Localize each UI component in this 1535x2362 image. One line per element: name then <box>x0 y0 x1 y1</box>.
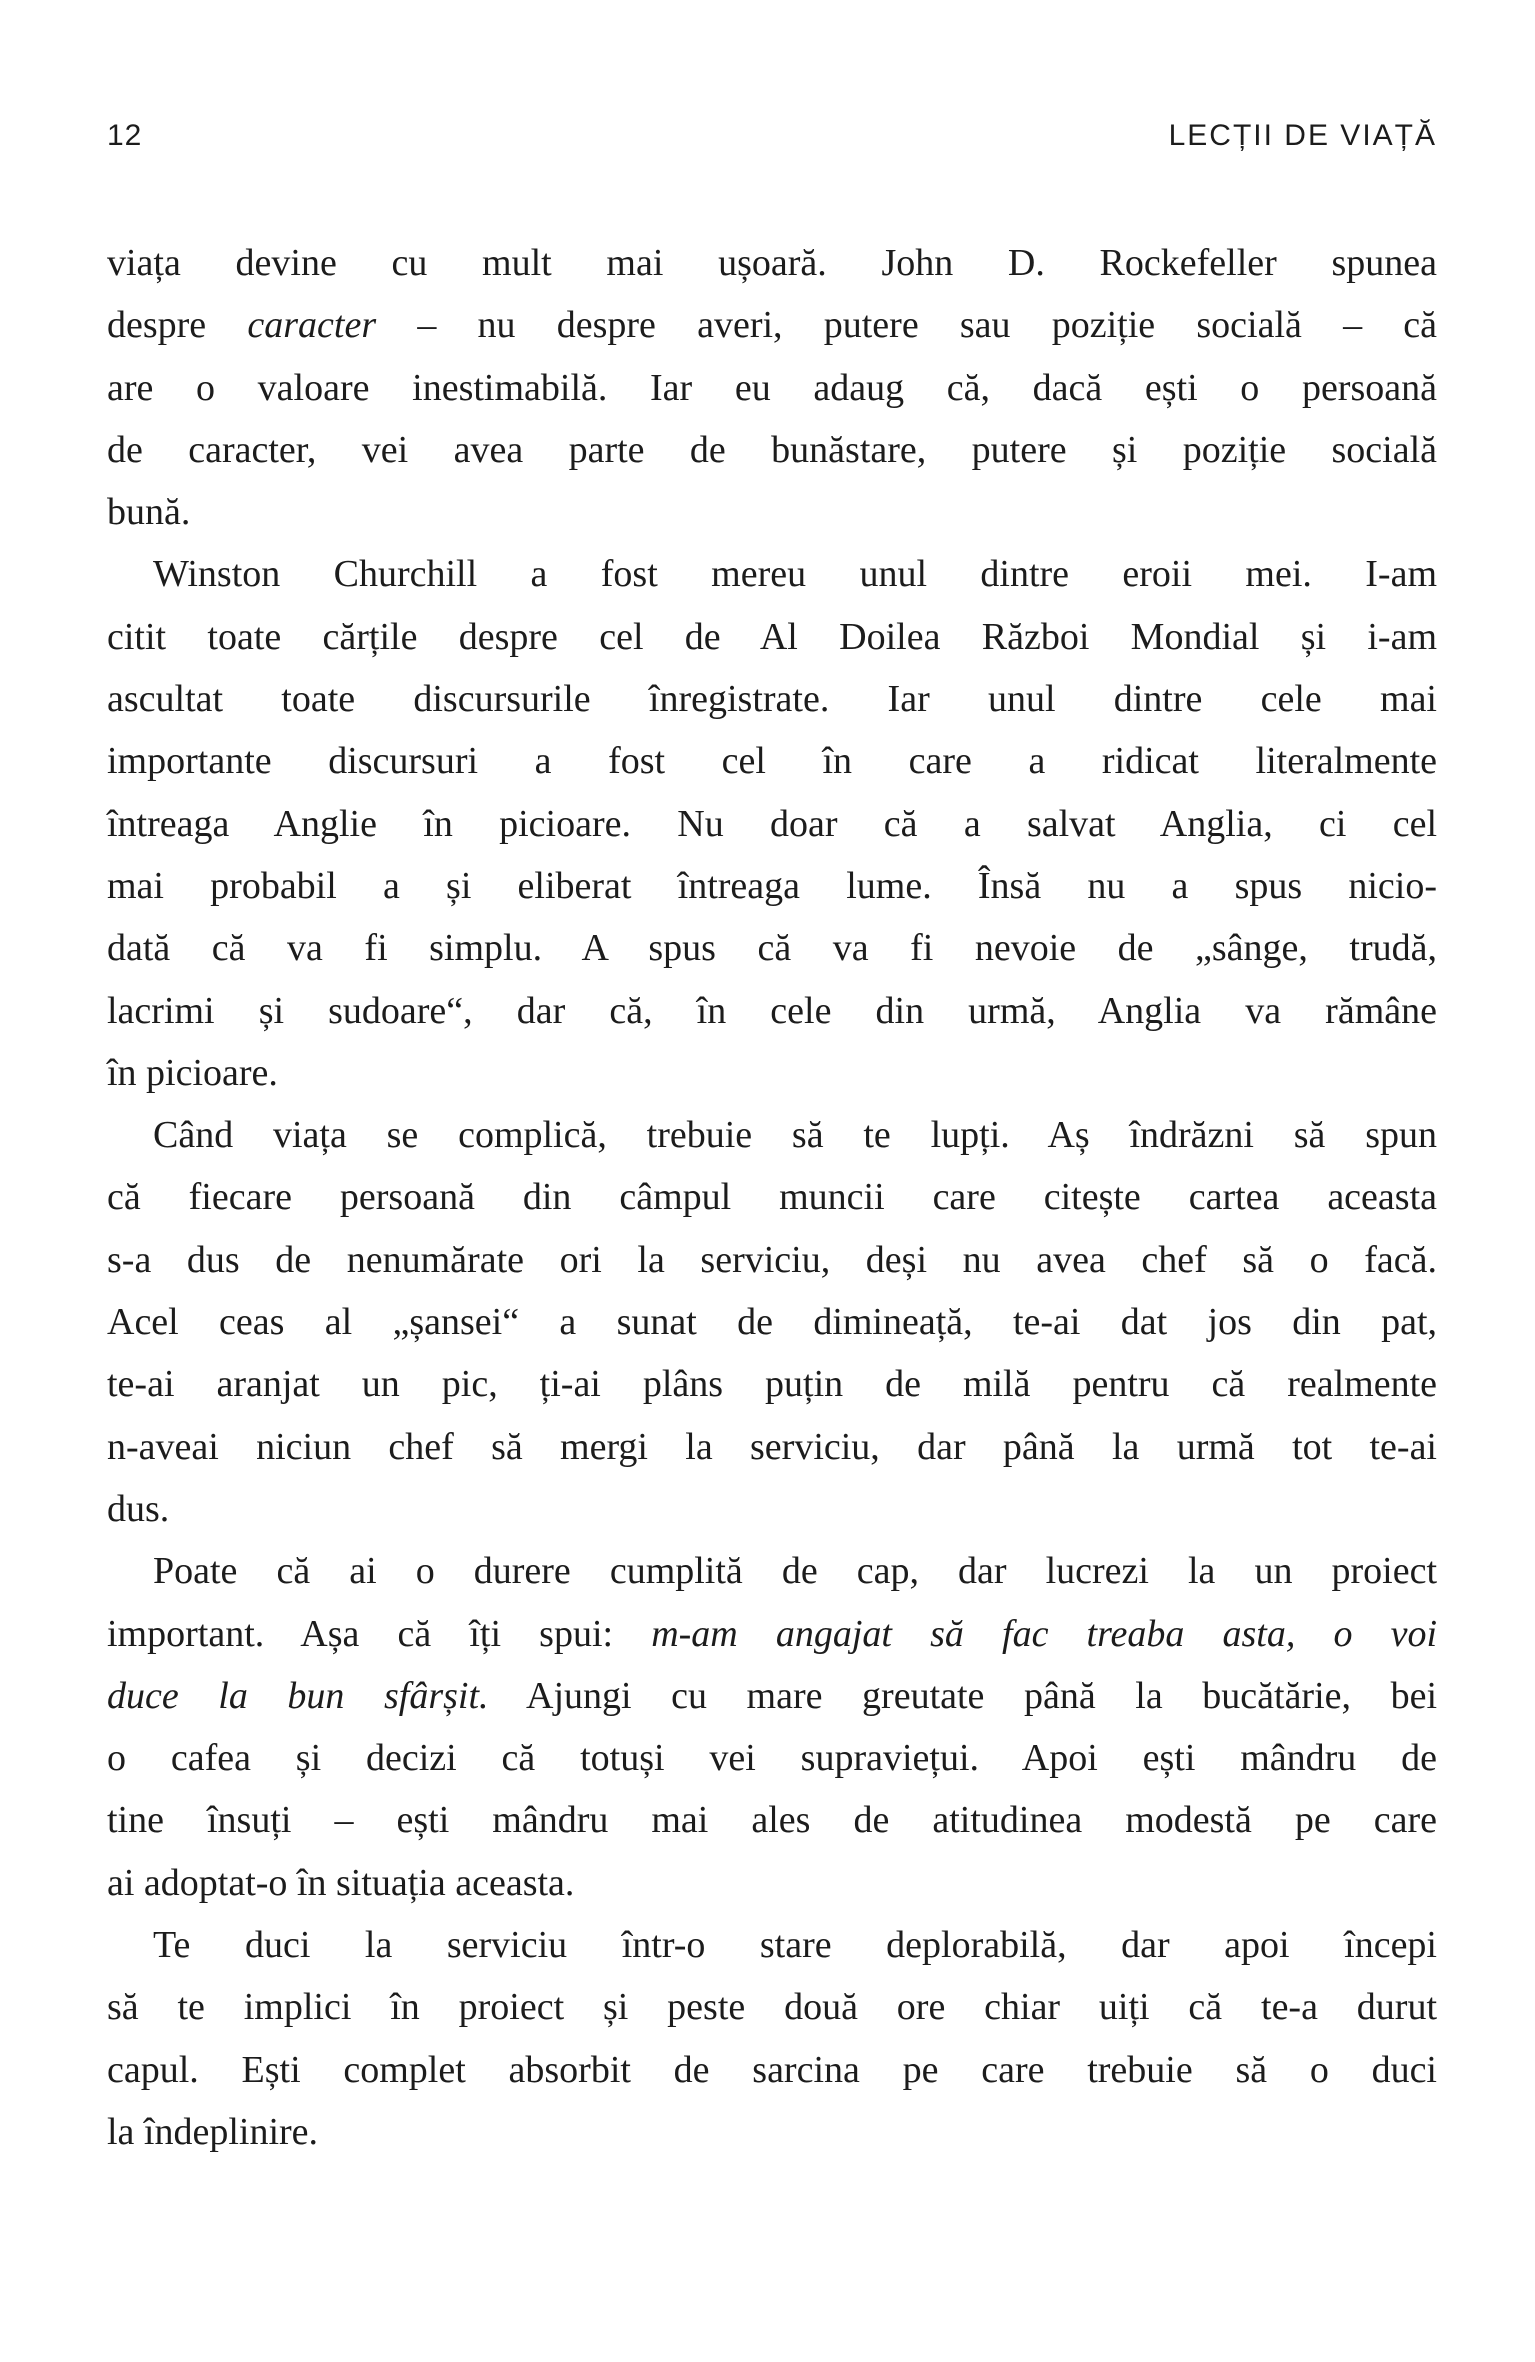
text-segment: ai adoptat-o în situația aceasta. <box>107 1861 575 1904</box>
text-segment: bună. <box>107 491 191 534</box>
text-line <box>107 1416 1437 1478</box>
text-segment: să te implici în proiect și peste două ore chiar uiți că te-a durut <box>107 1986 1437 2029</box>
text-segment: s-a dus de nenumărate ori la serviciu, deși nu avea chef să o facă. <box>107 1238 1437 1281</box>
text-line <box>107 294 1437 356</box>
text-line <box>107 1353 1437 1415</box>
text-segment: despre <box>107 304 248 347</box>
paragraph <box>107 1540 1437 1914</box>
text-line <box>107 543 1437 605</box>
text-line <box>107 1291 1437 1353</box>
italic-text-segment: m-am angajat să fac treaba asta, o voi <box>651 1612 1437 1655</box>
text-line <box>107 606 1437 668</box>
text-line <box>107 1976 1437 2038</box>
text-line <box>107 793 1437 855</box>
paragraph <box>107 543 1437 1104</box>
text-segment: mai probabil a și eliberat întreaga lume. Însă nu a spus nicio- <box>107 864 1437 907</box>
text-segment: Acel ceas al „șansei“ a sunat de dimineață, te-ai dat jos din pat, <box>107 1301 1437 1344</box>
text-segment: lacrimi și sudoare“, dar că, în cele din urmă, Anglia va rămâne <box>107 989 1437 1032</box>
text-line <box>107 980 1437 1042</box>
text-segment: tine însuți – ești mândru mai ales de atitudinea modestă pe care <box>107 1799 1437 1842</box>
text-line <box>107 668 1437 730</box>
text-segment: Te duci la serviciu într-o stare deplorabilă, dar apoi începi <box>153 1924 1437 1967</box>
text-segment: o cafea și decizi că totuși vei supraviețui. Apoi ești mândru de <box>107 1737 1437 1780</box>
text-line <box>107 1540 1437 1602</box>
text-segment: în picioare. <box>107 1051 278 1094</box>
text-line <box>107 1104 1437 1166</box>
page-number: 12 <box>107 119 143 152</box>
text-segment: Poate că ai o durere cumplită de cap, dar lucrezi la un proiect <box>153 1550 1437 1593</box>
text-line <box>107 855 1437 917</box>
text-segment: n-aveai niciun chef să mergi la serviciu, dar până la urmă tot te-ai <box>107 1425 1437 1468</box>
italic-text-segment: duce la bun sfârșit. <box>107 1674 489 1717</box>
running-header <box>107 120 1437 152</box>
text-line <box>107 1665 1437 1727</box>
text-segment: citit toate cărțile despre cel de Al Doilea Război Mondial și i-am <box>107 615 1437 658</box>
text-segment: Când viața se complică, trebuie să te lupți. Aș îndrăzni să spun <box>153 1114 1437 1157</box>
paragraph <box>107 1914 1437 2163</box>
text-line <box>107 1166 1437 1228</box>
text-line <box>107 2101 1437 2163</box>
text-line <box>107 1852 1437 1914</box>
text-line <box>107 1042 1437 1104</box>
text-segment: că fiecare persoană din câmpul muncii care citește cartea aceasta <box>107 1176 1437 1219</box>
paragraph <box>107 1104 1437 1540</box>
text-segment: capul. Ești complet absorbit de sarcina pe care trebuie să o duci <box>107 2048 1437 2091</box>
text-segment: Ajungi cu mare greutate până la bucătărie, bei <box>488 1674 1437 1717</box>
text-line <box>107 232 1437 294</box>
body-text <box>107 232 1437 2163</box>
text-segment: de caracter, vei avea parte de bunăstare, putere și poziție socială <box>107 428 1437 471</box>
text-line <box>107 1727 1437 1789</box>
paragraph <box>107 232 1437 543</box>
text-line <box>107 2039 1437 2101</box>
italic-text-segment: caracter <box>247 304 377 347</box>
text-line <box>107 730 1437 792</box>
text-segment: dus. <box>107 1487 170 1530</box>
running-title: LECȚII DE VIAȚĂ <box>1168 119 1437 152</box>
text-segment: Winston Churchill a fost mereu unul dintre eroii mei. I-am <box>153 553 1437 596</box>
text-line <box>107 419 1437 481</box>
text-line <box>107 917 1437 979</box>
text-line <box>107 1478 1437 1540</box>
text-segment: importante discursuri a fost cel în care a ridicat literalmente <box>107 740 1437 783</box>
text-segment: te-ai aranjat un pic, ți-ai plâns puțin de milă pentru că realmente <box>107 1363 1437 1406</box>
text-segment: ascultat toate discursurile înregistrate. Iar unul dintre cele mai <box>107 678 1437 721</box>
text-line <box>107 1229 1437 1291</box>
text-segment: întreaga Anglie în picioare. Nu doar că a salvat Anglia, ci cel <box>107 802 1437 845</box>
text-segment: important. Așa că îți spui: <box>107 1612 652 1655</box>
text-segment: – nu despre averi, putere sau poziție socială – că <box>376 304 1437 347</box>
text-line <box>107 1603 1437 1665</box>
text-segment: la îndeplinire. <box>107 2110 319 2153</box>
text-segment: dată că va fi simplu. A spus că va fi nevoie de „sânge, trudă, <box>107 927 1437 970</box>
text-line <box>107 1789 1437 1851</box>
text-segment: are o valoare inestimabilă. Iar eu adaug că, dacă ești o persoană <box>107 366 1437 409</box>
text-segment: viața devine cu mult mai ușoară. John D. Rockefeller spunea <box>107 242 1437 284</box>
text-line <box>107 1914 1437 1976</box>
text-line <box>107 481 1437 543</box>
text-line <box>107 357 1437 419</box>
